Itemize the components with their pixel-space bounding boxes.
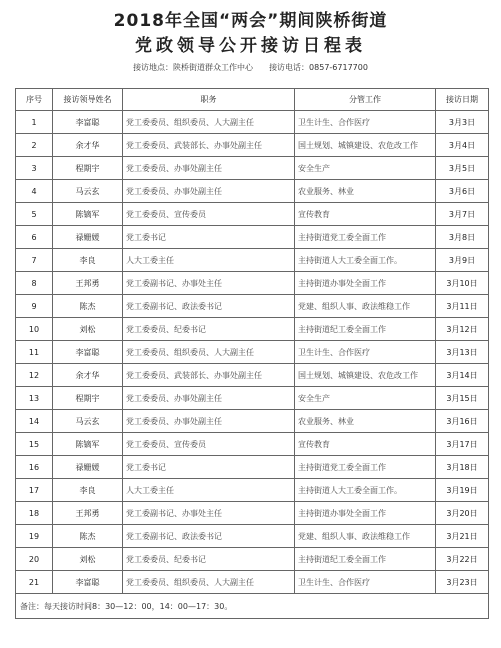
leader-name: 程期宇 xyxy=(53,387,123,410)
col-header-index: 序号 xyxy=(16,89,53,111)
duties: 主持街道办事处全面工作 xyxy=(295,272,436,295)
duties: 宣传教育 xyxy=(295,203,436,226)
duties: 卫生计生、合作医疗 xyxy=(295,571,436,594)
row-index: 12 xyxy=(16,364,53,387)
position: 人大工委主任 xyxy=(123,479,295,502)
row-index: 19 xyxy=(16,525,53,548)
leader-name: 刘松 xyxy=(53,548,123,571)
duties: 宣传教育 xyxy=(295,433,436,456)
position: 党工委委员、武装部长、办事处副主任 xyxy=(123,134,295,157)
table-row xyxy=(16,410,489,433)
reception-date: 3月16日 xyxy=(436,410,489,433)
position: 党工委委员、办事处副主任 xyxy=(123,387,295,410)
table-row xyxy=(16,226,489,249)
table-row xyxy=(16,203,489,226)
position: 党工委委员、武装部长、办事处副主任 xyxy=(123,364,295,387)
duties: 主持街道人大工委全面工作。 xyxy=(295,249,436,272)
row-index: 21 xyxy=(16,571,53,594)
leader-name: 王邦勇 xyxy=(53,502,123,525)
position: 党工委委员、组织委员、人大副主任 xyxy=(123,341,295,364)
table-body xyxy=(16,111,489,594)
col-header-position: 职务 xyxy=(123,89,295,111)
table-header-row xyxy=(16,89,489,111)
leader-name: 刘松 xyxy=(53,318,123,341)
table-row xyxy=(16,295,489,318)
duties: 安全生产 xyxy=(295,157,436,180)
row-index: 1 xyxy=(16,111,53,134)
row-index: 13 xyxy=(16,387,53,410)
position: 党工委副书记、办事处主任 xyxy=(123,502,295,525)
leader-name: 李富聪 xyxy=(53,111,123,134)
table-row xyxy=(16,180,489,203)
duties: 主持街道纪工委全面工作 xyxy=(295,318,436,341)
table-row xyxy=(16,525,489,548)
reception-date: 3月5日 xyxy=(436,157,489,180)
position: 党工委委员、宣传委员 xyxy=(123,203,295,226)
position: 党工委书记 xyxy=(123,456,295,479)
leader-name: 禄姗媛 xyxy=(53,226,123,249)
reception-date: 3月6日 xyxy=(436,180,489,203)
table-row xyxy=(16,479,489,502)
position: 党工委书记 xyxy=(123,226,295,249)
schedule-table xyxy=(15,88,489,619)
duties: 农业服务、林业 xyxy=(295,180,436,203)
row-index: 16 xyxy=(16,456,53,479)
leader-name: 禄姗媛 xyxy=(53,456,123,479)
position: 人大工委主任 xyxy=(123,249,295,272)
leader-name: 李良 xyxy=(53,249,123,272)
reception-date: 3月17日 xyxy=(436,433,489,456)
position: 党工委委员、办事处副主任 xyxy=(123,410,295,433)
table-row xyxy=(16,272,489,295)
row-index: 3 xyxy=(16,157,53,180)
row-index: 5 xyxy=(16,203,53,226)
reception-date: 3月22日 xyxy=(436,548,489,571)
duties: 主持街道党工委全面工作 xyxy=(295,226,436,249)
leader-name: 李良 xyxy=(53,479,123,502)
table-row xyxy=(16,134,489,157)
table-row xyxy=(16,548,489,571)
leader-name: 余才华 xyxy=(53,364,123,387)
col-header-date: 接访日期 xyxy=(436,89,489,111)
duties: 主持街道纪工委全面工作 xyxy=(295,548,436,571)
leader-name: 程期宇 xyxy=(53,157,123,180)
duties: 安全生产 xyxy=(295,387,436,410)
duties: 主持街道办事处全面工作 xyxy=(295,502,436,525)
leader-name: 余才华 xyxy=(53,134,123,157)
table-row xyxy=(16,364,489,387)
position: 党工委委员、组织委员、人大副主任 xyxy=(123,111,295,134)
table-row xyxy=(16,502,489,525)
position: 党工委委员、办事处副主任 xyxy=(123,157,295,180)
col-header-duties: 分管工作 xyxy=(295,89,436,111)
table-row xyxy=(16,318,489,341)
position: 党工委委员、纪委书记 xyxy=(123,318,295,341)
reception-date: 3月13日 xyxy=(436,341,489,364)
reception-date: 3月23日 xyxy=(436,571,489,594)
reception-date: 3月12日 xyxy=(436,318,489,341)
reception-date: 3月11日 xyxy=(436,295,489,318)
leader-name: 李富聪 xyxy=(53,571,123,594)
row-index: 8 xyxy=(16,272,53,295)
table-row xyxy=(16,387,489,410)
reception-date: 3月7日 xyxy=(436,203,489,226)
table-row xyxy=(16,157,489,180)
table-row xyxy=(16,433,489,456)
leader-name: 陈杰 xyxy=(53,295,123,318)
duties: 党建、组织人事、政法维稳工作 xyxy=(295,525,436,548)
position: 党工委副书记、政法委书记 xyxy=(123,525,295,548)
reception-date: 3月10日 xyxy=(436,272,489,295)
position: 党工委委员、纪委书记 xyxy=(123,548,295,571)
row-index: 6 xyxy=(16,226,53,249)
duties: 卫生计生、合作医疗 xyxy=(295,341,436,364)
leader-name: 陈镝军 xyxy=(53,203,123,226)
duties: 农业服务、林业 xyxy=(295,410,436,433)
table-row xyxy=(16,571,489,594)
leader-name: 李富聪 xyxy=(53,341,123,364)
row-index: 7 xyxy=(16,249,53,272)
reception-date: 3月14日 xyxy=(436,364,489,387)
reception-location: 接访地点：陕桥街道群众工作中心 xyxy=(133,63,254,72)
row-index: 9 xyxy=(16,295,53,318)
reception-date: 3月4日 xyxy=(436,134,489,157)
duties: 主持街道党工委全面工作 xyxy=(295,456,436,479)
table-row xyxy=(16,111,489,134)
reception-date: 3月21日 xyxy=(436,525,489,548)
row-index: 14 xyxy=(16,410,53,433)
leader-name: 马云玄 xyxy=(53,180,123,203)
page-title-line2: 党政领导公开接访日程表 xyxy=(135,36,366,56)
row-index: 18 xyxy=(16,502,53,525)
duties: 国土规划、城镇建设、农危改工作 xyxy=(295,364,436,387)
page-title-line1: 2018年全国“两会”期间陕桥街道 xyxy=(113,11,388,31)
duties: 卫生计生、合作医疗 xyxy=(295,111,436,134)
col-header-leader: 接访领导姓名 xyxy=(53,89,123,111)
position: 党工委副书记、办事处主任 xyxy=(123,272,295,295)
duties: 国土规划、城镇建设、农危改工作 xyxy=(295,134,436,157)
contact-info xyxy=(0,62,501,73)
position: 党工委委员、办事处副主任 xyxy=(123,180,295,203)
row-index: 17 xyxy=(16,479,53,502)
table-row xyxy=(16,249,489,272)
duties: 主持街道人大工委全面工作。 xyxy=(295,479,436,502)
table-row xyxy=(16,456,489,479)
reception-date: 3月18日 xyxy=(436,456,489,479)
row-index: 10 xyxy=(16,318,53,341)
duties: 党建、组织人事、政法维稳工作 xyxy=(295,295,436,318)
reception-date: 3月3日 xyxy=(436,111,489,134)
row-index: 2 xyxy=(16,134,53,157)
leader-name: 马云玄 xyxy=(53,410,123,433)
position: 党工委副书记、政法委书记 xyxy=(123,295,295,318)
reception-date: 3月15日 xyxy=(436,387,489,410)
reception-date: 3月9日 xyxy=(436,249,489,272)
leader-name: 陈镝军 xyxy=(53,433,123,456)
row-index: 15 xyxy=(16,433,53,456)
position: 党工委委员、组织委员、人大副主任 xyxy=(123,571,295,594)
note-text: 备注：每天接访时间8：30—12：00，14：00—17：30。 xyxy=(16,594,489,619)
row-index: 20 xyxy=(16,548,53,571)
note-row xyxy=(16,594,489,619)
row-index: 4 xyxy=(16,180,53,203)
reception-phone: 接访电话：0857-6717700 xyxy=(269,63,368,72)
reception-date: 3月20日 xyxy=(436,502,489,525)
table-row xyxy=(16,341,489,364)
row-index: 11 xyxy=(16,341,53,364)
reception-date: 3月19日 xyxy=(436,479,489,502)
leader-name: 王邦勇 xyxy=(53,272,123,295)
reception-date: 3月8日 xyxy=(436,226,489,249)
leader-name: 陈杰 xyxy=(53,525,123,548)
position: 党工委委员、宣传委员 xyxy=(123,433,295,456)
